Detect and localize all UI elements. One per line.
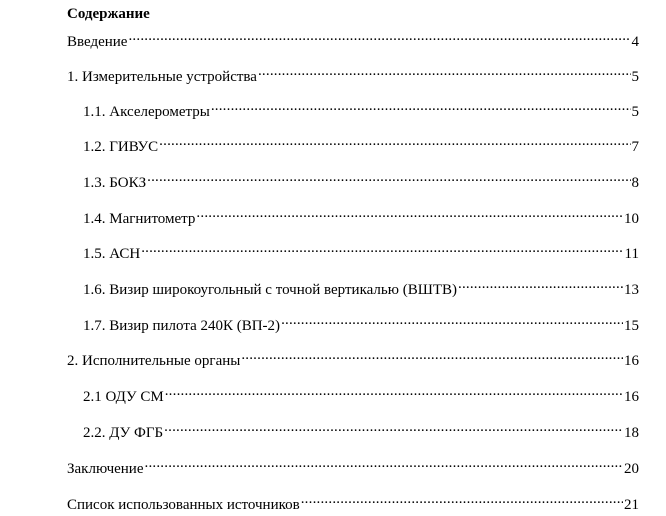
toc-entry-label: Введение bbox=[67, 34, 128, 50]
toc-entry-label: 1.6. Визир широкоугольный с точной вертикалью (ВШТВ) bbox=[83, 282, 457, 298]
toc-page-number: 11 bbox=[624, 246, 639, 262]
toc-entry-section-1[interactable] bbox=[67, 61, 639, 85]
toc-dot-leader bbox=[159, 131, 630, 151]
toc-page-number: 8 bbox=[631, 175, 639, 191]
toc-entry-1-6[interactable] bbox=[83, 274, 639, 298]
toc-entry-label: Список использованных источников bbox=[67, 497, 300, 513]
toc-entry-label: 1.7. Визир пилота 240К (ВП-2) bbox=[83, 318, 281, 334]
toc-entry-label: 1.1. Акселерометры bbox=[83, 104, 210, 120]
toc-dot-leader bbox=[165, 381, 623, 401]
toc-entry-1-5[interactable] bbox=[83, 238, 639, 262]
toc-entry-conclusion[interactable] bbox=[67, 453, 639, 477]
toc-entry-2-2[interactable] bbox=[83, 417, 639, 441]
toc-entry-1-4[interactable] bbox=[83, 203, 639, 227]
toc-dot-leader bbox=[301, 489, 623, 509]
toc-dot-leader bbox=[145, 453, 624, 473]
toc-dot-leader bbox=[164, 417, 623, 437]
toc-entry-label: 1.5. АСН bbox=[83, 246, 141, 262]
toc-page-number: 5 bbox=[631, 104, 639, 120]
toc-page-number: 10 bbox=[624, 211, 639, 227]
toc-dot-leader bbox=[258, 61, 631, 81]
toc-entry-1-1[interactable] bbox=[83, 96, 639, 120]
toc-page-number: 16 bbox=[624, 353, 639, 369]
toc-page-number: 18 bbox=[624, 425, 639, 441]
toc-entry-label: 2. Исполнительные органы bbox=[67, 353, 241, 369]
toc-page-number: 13 bbox=[624, 282, 639, 298]
toc-dot-leader bbox=[211, 96, 631, 116]
toc-heading: Содержание bbox=[67, 6, 150, 22]
toc-entry-label: 1.3. БОКЗ bbox=[83, 175, 147, 191]
toc-page-number: 21 bbox=[624, 497, 639, 513]
toc-page-number: 16 bbox=[624, 389, 639, 405]
toc-page-number: 7 bbox=[631, 139, 639, 155]
toc-dot-leader bbox=[147, 167, 630, 187]
toc-entry-1-3[interactable] bbox=[83, 167, 639, 191]
toc-entry-label: 1.4. Магнитометр bbox=[83, 211, 196, 227]
toc-entry-introduction[interactable] bbox=[67, 26, 639, 50]
toc-entry-label: 2.2. ДУ ФГБ bbox=[83, 425, 164, 441]
toc-entry-1-7[interactable] bbox=[83, 310, 639, 334]
toc-page-number: 5 bbox=[631, 69, 639, 85]
toc-entry-section-2[interactable] bbox=[67, 345, 639, 369]
toc-entry-label: 1. Измерительные устройства bbox=[67, 69, 257, 85]
toc-entry-label: 1.2. ГИВУС bbox=[83, 139, 159, 155]
toc-dot-leader bbox=[128, 26, 630, 46]
toc-page-number: 4 bbox=[631, 34, 639, 50]
toc-dot-leader bbox=[241, 345, 623, 365]
toc-page-number: 15 bbox=[624, 318, 639, 334]
toc-entry-1-2[interactable] bbox=[83, 131, 639, 155]
toc-entry-label: Заключение bbox=[67, 461, 144, 477]
toc-dot-leader bbox=[458, 274, 623, 294]
toc-entry-references[interactable] bbox=[67, 489, 639, 513]
toc-entry-2-1[interactable] bbox=[83, 381, 639, 405]
toc-entry-label: 2.1 ОДУ СМ bbox=[83, 389, 164, 405]
toc-dot-leader bbox=[281, 310, 623, 330]
toc-page-number: 20 bbox=[624, 461, 639, 477]
toc-dot-leader bbox=[141, 238, 623, 258]
toc-dot-leader bbox=[196, 203, 623, 223]
